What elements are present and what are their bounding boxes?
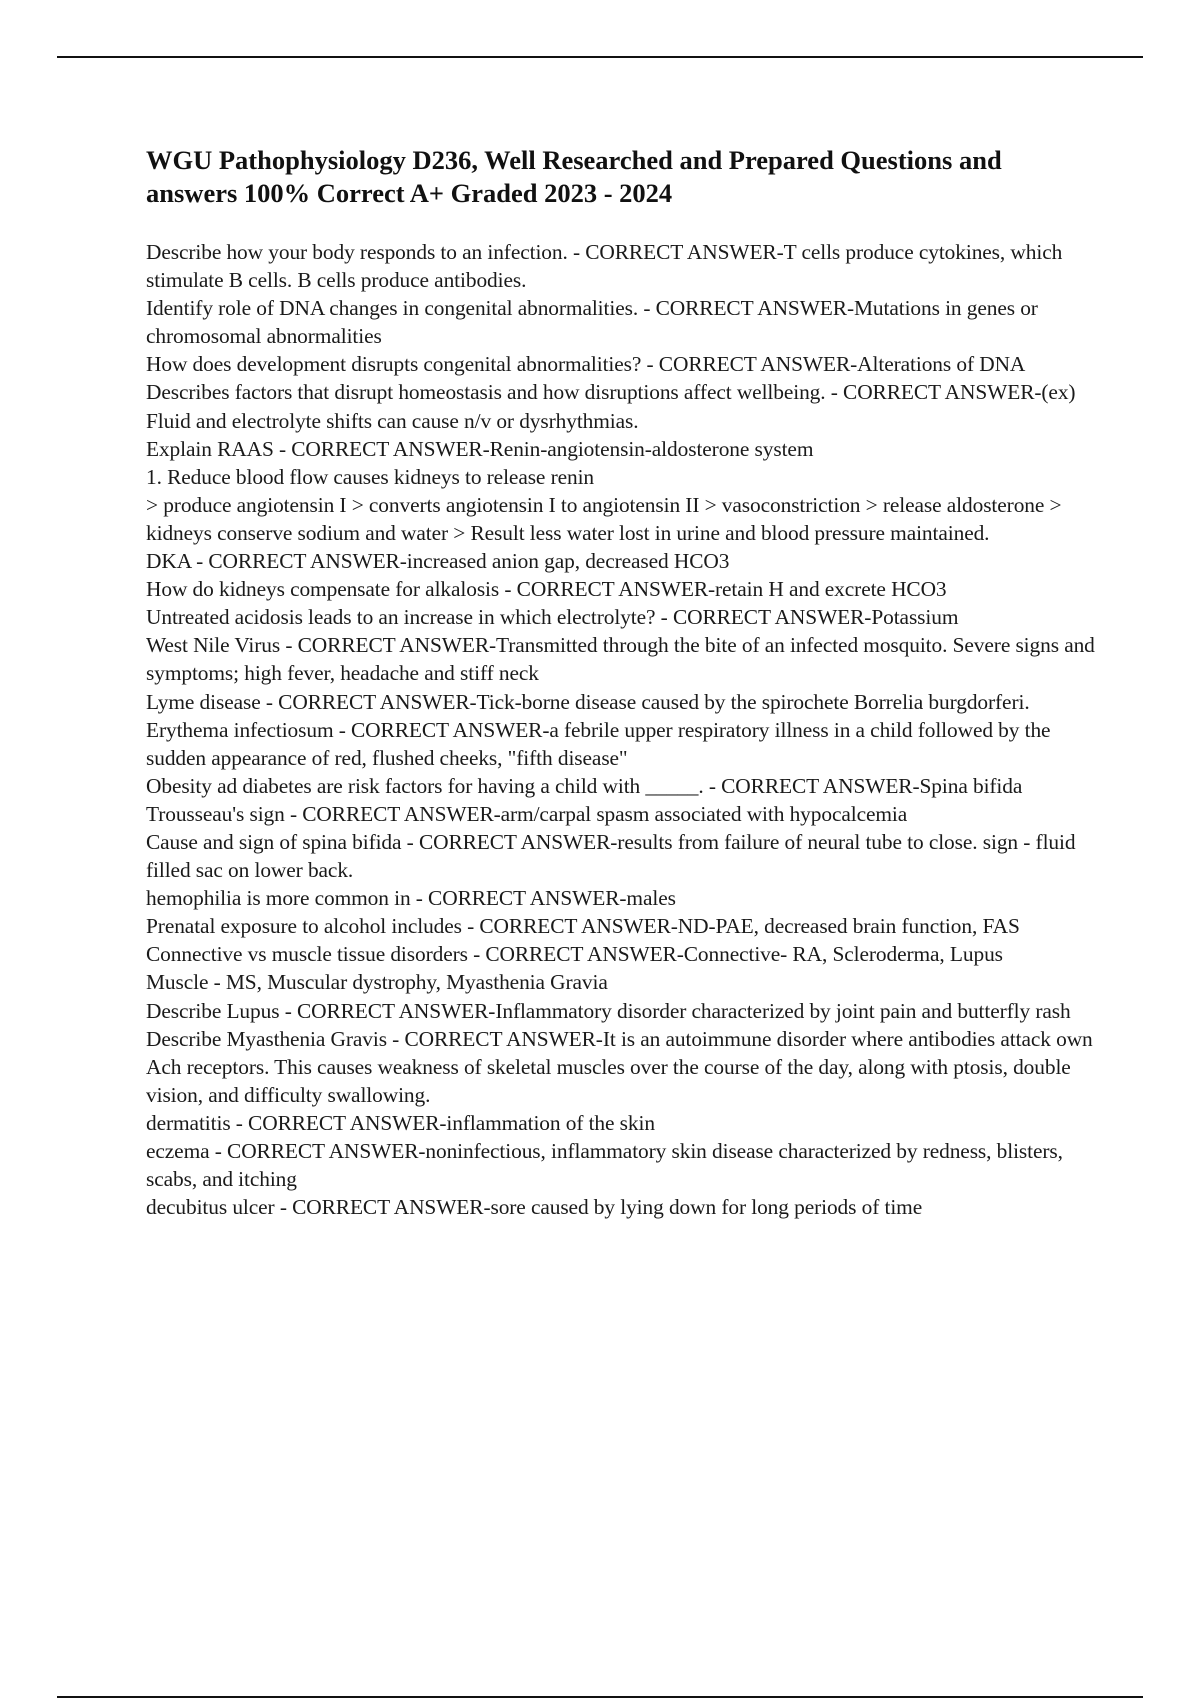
qa-entry: How does development disrupts congenital abnormalities? - CORRECT ANSWER-Alterations of DNA	[146, 352, 1026, 377]
qa-entry: Obesity ad diabetes are risk factors for having a child with _____. - CORRECT ANSWER-Spina bifida	[146, 773, 1023, 798]
qa-entry: > produce angiotensin I > converts angiotensin I to angiotensin II > vasoconstriction > release aldosterone > kidneys conserve sodium and water > Result less water lost in urine and blood pressure maintained.	[146, 492, 1062, 545]
qa-entry: West Nile Virus - CORRECT ANSWER-Transmitted through the bite of an infected mosquito. Severe signs and symptoms; high fever, headache and stiff neck	[146, 633, 1095, 686]
qa-entry: Describe Myasthenia Gravis - CORRECT ANSWER-It is an autoimmune disorder where antibodies attack own Ach receptors. This causes weakness of skeletal muscles over the course of the day, along with ptosis, double vision, and difficulty swallowing.	[146, 1026, 1093, 1107]
qa-entry: Describe Lupus - CORRECT ANSWER-Inflammatory disorder characterized by joint pain and butterfly rash	[146, 998, 1071, 1023]
qa-entry: Cause and sign of spina bifida - CORRECT ANSWER-results from failure of neural tube to close. sign - fluid filled sac on lower back.	[146, 829, 1076, 883]
qa-entry: 1. Reduce blood flow causes kidneys to release renin	[146, 464, 595, 489]
qa-entry: hemophilia is more common in - CORRECT ANSWER-males	[146, 886, 676, 911]
qa-entry: Explain RAAS - CORRECT ANSWER-Renin-angiotensin-aldosterone system	[146, 436, 814, 461]
header-rule	[57, 56, 1143, 58]
footer-rule	[57, 1696, 1143, 1698]
qa-entry: Describe how your body responds to an infection. - CORRECT ANSWER-T cells produce cytokines, which stimulate B cells. B cells produce antibodies.	[146, 240, 1063, 293]
qa-list	[146, 238, 1096, 1221]
qa-entry: Prenatal exposure to alcohol includes - CORRECT ANSWER-ND-PAE, decreased brain function, FAS	[146, 914, 1020, 939]
qa-entry: Describes factors that disrupt homeostasis and how disruptions affect wellbeing. - CORRECT ANSWER-(ex) Fluid and electrolyte shifts can cause n/v or dysrhythmias.	[146, 380, 1076, 433]
qa-entry: decubitus ulcer - CORRECT ANSWER-sore caused by lying down for long periods of time	[146, 1195, 923, 1220]
qa-entry: Trousseau's sign - CORRECT ANSWER-arm/carpal spasm associated with hypocalcemia	[146, 801, 908, 826]
qa-entry: Identify role of DNA changes in congenital abnormalities. - CORRECT ANSWER-Mutations in genes or chromosomal abnormalities	[146, 296, 1038, 349]
document-body	[146, 144, 1096, 1221]
qa-entry: eczema - CORRECT ANSWER-noninfectious, inflammatory skin disease characterized by redness, blisters, scabs, and itching	[146, 1139, 1063, 1192]
qa-entry: Lyme disease - CORRECT ANSWER-Tick-borne disease caused by the spirochete Borrelia burgdorferi.	[146, 689, 1030, 714]
qa-entry: How do kidneys compensate for alkalosis - CORRECT ANSWER-retain H and excrete HCO3	[146, 577, 947, 602]
qa-entry: Muscle - MS, Muscular dystrophy, Myasthenia Gravia	[146, 970, 608, 995]
qa-entry: dermatitis - CORRECT ANSWER-inflammation of the skin	[146, 1110, 655, 1135]
document-title: WGU Pathophysiology D236, Well Researched and Prepared Questions and answers 100% Correct A+ Graded 2023 - 2024	[146, 145, 1002, 208]
qa-entry: Untreated acidosis leads to an increase in which electrolyte? - CORRECT ANSWER-Potassium	[146, 605, 959, 630]
qa-entry: Connective vs muscle tissue disorders - CORRECT ANSWER-Connective- RA, Scleroderma, Lupus	[146, 942, 1003, 967]
qa-entry: Erythema infectiosum - CORRECT ANSWER-a febrile upper respiratory illness in a child followed by the sudden appearance of red, flushed cheeks, "fifth disease"	[146, 717, 1051, 770]
qa-entry: DKA - CORRECT ANSWER-increased anion gap, decreased HCO3	[146, 549, 730, 574]
